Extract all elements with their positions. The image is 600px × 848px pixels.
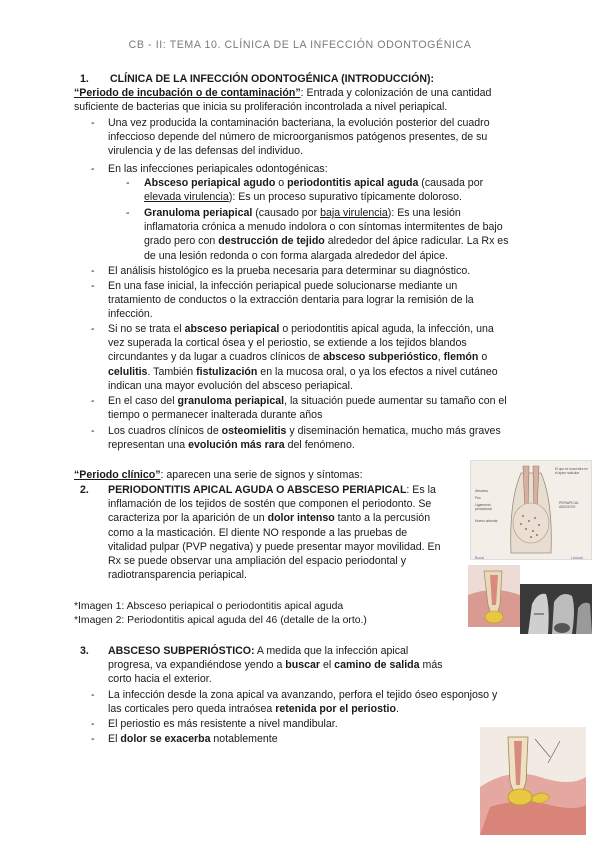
text-line: La infección desde la zona apical va avanzando, perfora el tejido óseo esponjoso y bbox=[108, 689, 498, 701]
text-line: indican una mayor evolución del absceso periapical. bbox=[108, 379, 353, 392]
bullet-dash: - bbox=[91, 733, 95, 745]
term: celulitis bbox=[108, 365, 148, 378]
text: grado pero con bbox=[144, 235, 219, 248]
xray-svg bbox=[520, 584, 592, 634]
term: camino de salida bbox=[334, 659, 420, 672]
figure-label: Lingual bbox=[571, 556, 583, 560]
bullet-dash: - bbox=[91, 425, 95, 437]
xray-image bbox=[520, 584, 592, 634]
figure-label: PERIAPICAL ABSCESO bbox=[559, 501, 579, 509]
text-line: vitalidad pulpar (PVP negativa) y puede presentar mayor movilidad. En bbox=[108, 540, 441, 553]
text: o bbox=[275, 177, 288, 189]
high-virulence: elevada virulencia bbox=[144, 191, 229, 204]
text-line: tratamiento de conductos o la extracción dentaria para lograr la remisión de la bbox=[108, 294, 474, 307]
bullet-6 bbox=[108, 394, 526, 422]
text: o periodontitis apical aguda, la infección, una bbox=[279, 323, 494, 335]
term: flemón bbox=[443, 351, 479, 364]
periodontitis-illustration bbox=[468, 565, 520, 627]
text-line: inflamación de los tejidos de sostén que componen el periodonto. Se bbox=[108, 498, 432, 511]
granuloma-term: Granuloma periapical bbox=[144, 207, 253, 219]
text: : Es la bbox=[406, 484, 436, 496]
text: (causada por bbox=[418, 177, 484, 189]
text: del fenómeno. bbox=[284, 439, 355, 452]
sub-bullet-granuloma bbox=[144, 206, 526, 263]
section-title-text: CLÍNICA DE LA INFECCIÓN ODONTOGÉNICA (INTRODUCCIÓN): bbox=[110, 73, 435, 85]
text-line: radiotransparencia periapical. bbox=[108, 569, 247, 582]
text: las corticales pero queda intraósea bbox=[108, 703, 276, 716]
term: granuloma periapical bbox=[177, 395, 285, 407]
text-line: Rx se puede observar una ampliación del espacio periodontal y bbox=[108, 555, 406, 568]
incubation-period bbox=[74, 86, 534, 100]
abscess-term: Absceso periapical agudo bbox=[144, 177, 276, 189]
text: alrededor del ápice radicular. La Rx es bbox=[324, 235, 509, 248]
clinical-text: : aparecen una serie de signos y síntomas: bbox=[160, 469, 363, 481]
text-line: como a la masticación. El diente NO responde a las pruebas de bbox=[108, 526, 408, 539]
text-line: inflamatoria crónica a menudo indolora o con síntomas intermitentes de bajo bbox=[144, 221, 503, 234]
term: fistulización bbox=[196, 365, 258, 378]
text: y diseminación hematica, mucho más graves bbox=[286, 425, 501, 437]
text: más bbox=[419, 659, 443, 672]
text: . También bbox=[147, 365, 197, 378]
text: A medida que la infección apical bbox=[254, 645, 409, 657]
section-1-title bbox=[80, 72, 434, 86]
figure-label: Pus bbox=[475, 496, 481, 500]
section-3-title: ABSCESO SUBPERIÓSTICO: bbox=[108, 645, 255, 657]
abscess-diagram-image bbox=[470, 460, 592, 560]
term: absceso subperióstico bbox=[322, 351, 438, 364]
item-2-number: 2. bbox=[80, 484, 89, 496]
tissue-destruction: destrucción de tejido bbox=[218, 235, 325, 248]
text: El bbox=[108, 733, 121, 745]
figure-label: Absceso bbox=[475, 489, 489, 493]
section-3 bbox=[108, 644, 460, 687]
text: tanto a la percusión bbox=[334, 512, 431, 525]
text: representan una bbox=[108, 439, 189, 452]
bullet-7 bbox=[108, 424, 526, 452]
figure-label: Ligamento periodontal bbox=[475, 503, 492, 511]
incubation-text: : Entrada y colonización de una cantidad bbox=[300, 87, 492, 99]
bullet-dash: - bbox=[91, 689, 95, 701]
section-3-bullet-3 bbox=[108, 732, 468, 746]
bullet-dash: - bbox=[91, 323, 95, 335]
bullet-dash: - bbox=[91, 280, 95, 292]
text: o bbox=[478, 351, 488, 364]
text: , la situación puede aumentar su tamaño con el bbox=[284, 395, 507, 407]
figure-label: Hueso alveolar bbox=[475, 519, 498, 523]
item-2 bbox=[108, 483, 460, 582]
figure-label: Bucal bbox=[475, 556, 484, 560]
text-line: En una fase inicial, la infección periapical puede solucionarse mediante un bbox=[108, 280, 458, 292]
bullet-dash: - bbox=[91, 395, 95, 407]
text: (causado por bbox=[252, 207, 321, 219]
text-line: infección. bbox=[108, 308, 153, 321]
term: dolor se exacerba bbox=[120, 733, 211, 745]
text: Los cuadros clínicos de bbox=[108, 425, 222, 437]
text: progresa, va expandiéndose yendo a bbox=[108, 659, 286, 672]
section-number: 1. bbox=[80, 73, 89, 85]
text: , bbox=[437, 351, 444, 364]
bullet-dash: - bbox=[91, 117, 95, 129]
bullet-1 bbox=[108, 116, 526, 159]
text-line: vez superada la cortical ósea y el periostio, se extiende a los tejidos blandos bbox=[108, 337, 467, 350]
text-line: tiempo o permanecer inalterada durante años bbox=[108, 409, 323, 422]
caption-1: *Imagen 1: Absceso periapical o periodontitis apical aguda bbox=[74, 601, 344, 612]
bullet-1-line: Una vez producida la contaminación bacteriana, la evolución posterior del cuadro bbox=[108, 117, 490, 129]
bullet-2: En las infecciones periapicales odontogénicas: bbox=[108, 163, 328, 175]
bullet-5 bbox=[108, 322, 526, 393]
bullet-1-line: infeccioso depende del número de microorganismos patógenos presentes, de su bbox=[108, 131, 488, 144]
bullet-3: El análisis histológico es la prueba necesaria para determinar su diagnóstico. bbox=[108, 265, 471, 277]
clinical-period bbox=[74, 468, 474, 482]
section-3-bullet-1 bbox=[108, 688, 526, 716]
subperiosteal-abscess-image bbox=[480, 727, 586, 835]
page-header: CB - II: TEMA 10. CLÍNICA DE LA INFECCIÓN ODONTOGÉNICA bbox=[128, 39, 472, 51]
section-3-bullet-2: El periostio es más resistente a nivel mandibular. bbox=[108, 718, 338, 730]
text: caracteriza por la aparición de un bbox=[108, 512, 268, 525]
term: osteomielitis bbox=[221, 425, 287, 437]
text-line: corto hacia el exterior. bbox=[108, 673, 212, 686]
clinical-label: “Periodo clínico” bbox=[74, 469, 161, 481]
bullet-dash: - bbox=[91, 718, 95, 730]
term: absceso periapical bbox=[184, 323, 280, 335]
sub-bullet-abscess bbox=[144, 176, 526, 204]
periodontitis-illustration-svg bbox=[468, 565, 520, 627]
term: buscar bbox=[285, 659, 321, 672]
text: Si no se trata el bbox=[108, 323, 185, 335]
item-title: PERIODONTITIS APICAL AGUDA O ABSCESO PERIAPICAL bbox=[108, 484, 407, 496]
low-virulence: baja virulencia bbox=[320, 207, 388, 219]
sub-bullet-dash: - bbox=[126, 207, 130, 219]
incubation-period-cont: suficiente de bacterias que inicia su proliferación incontrolada a nivel periapical. bbox=[74, 101, 448, 113]
bullet-dash: - bbox=[91, 163, 95, 175]
text: ): Es un proceso supurativo típicamente doloroso. bbox=[228, 191, 462, 204]
sub-bullet-dash: - bbox=[126, 177, 130, 189]
term: evolución más rara bbox=[188, 439, 285, 452]
figure-label: El que se encuentra en el ápice radicular bbox=[555, 467, 588, 475]
bullet-1-line: virulencia y de las defensas del individuo. bbox=[108, 145, 303, 158]
text: En el caso del bbox=[108, 395, 178, 407]
section-3-number: 3. bbox=[80, 645, 89, 657]
text: en la mucosa oral, o ya los efectos a nivel cutáneo bbox=[257, 365, 498, 378]
term: retenida por el periostio bbox=[275, 703, 396, 716]
text: notablemente bbox=[210, 733, 278, 745]
periodontitis-term: periodontitis apical aguda bbox=[287, 177, 419, 189]
term: dolor intenso bbox=[267, 512, 335, 525]
text: . bbox=[395, 703, 399, 716]
text-line: de una lesión redonda o con forma alargada alrededor del ápice. bbox=[144, 249, 448, 262]
text: el bbox=[320, 659, 335, 672]
bullet-4 bbox=[108, 279, 526, 322]
text: ): Es una lesión bbox=[387, 207, 461, 219]
caption-2: *Imagen 2: Periodontitis apical aguda del 46 (detalle de la orto.) bbox=[74, 615, 367, 626]
subperiosteal-abscess-svg bbox=[480, 727, 586, 835]
bullet-dash: - bbox=[91, 265, 95, 277]
incubation-label: “Periodo de incubación o de contaminación” bbox=[74, 87, 301, 99]
text: circundantes y da lugar a cuadros clínicos de bbox=[108, 351, 323, 364]
